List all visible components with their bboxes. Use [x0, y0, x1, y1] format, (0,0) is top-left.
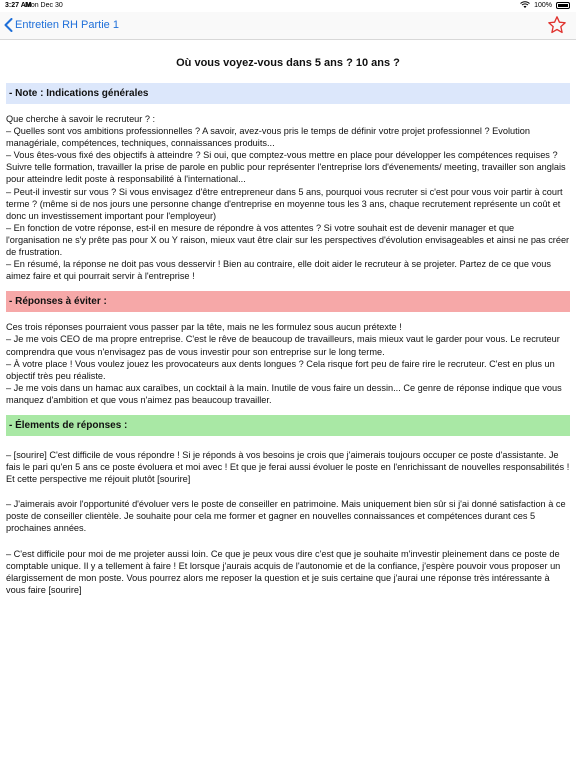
page-title: Où vous voyez-vous dans 5 ans ? 10 ans ? — [176, 57, 400, 69]
nav-bar — [0, 12, 576, 40]
content — [0, 57, 576, 596]
avoid-line: – À votre place ! Vous voulez jouez les provocateurs aux dents longues ? Cela risque fort peu de faire rire le recruteur. C'est en plus un objectif très peu réaliste. — [6, 358, 555, 381]
status-date: Mon Dec 30 — [25, 2, 63, 9]
elements-paragraph: – J'aimerais avoir l'opportunité d'évoluer vers le poste de conseiller en patrimoine. Mais uniquement bien sûr si j'ai donné satisfaction à ce poste de conseiller clientèle. Je souhaite pour cela me former et gagner en nouvelles connaissances et compétences durant ces 5 prochaines années. — [6, 499, 566, 534]
avoid-line: Ces trois réponses pourraient vous passer par la tête, mais ne les formulez sous aucun prétexte ! — [6, 322, 402, 333]
avoid-line: – Je me vois CEO de ma propre entreprise. C'est le rêve de beaucoup de travailleurs, mais mieux vaut le garder pour vous. Le recruteur comprendra que vous n'envisagez pas de vous investir pour son entreprise sur le long terme. — [6, 334, 560, 357]
battery-percent: 100% — [534, 1, 552, 9]
back-button-label: Entretien RH Partie 1 — [15, 19, 119, 31]
elements-paragraph: – C'est difficile pour moi de me projeter aussi loin. Ce que je peux vous dire c'est que je souhaite m'investir pleinement dans ce poste de comptable unique. Il y a tellement à faire ! Et lorsque j'aurais acquis de l'autonomie et de la confiance, j'espère pouvoir vous proposer un élargissement de mon poste. Vous pourrez alors me reposer la question et je suis certaine que j'aurai une réponse très intéressante à vous faire [sourire] — [6, 548, 561, 595]
note-line: – En fonction de votre réponse, est-il en mesure de répondre à vos attentes ? Si votre souhait est de devenir manager et que l'organisation ne s'y prête pas pour X ou Y raison, mieux vaut être clair sur les perspectives d'évolution envisageables et ainsi ne pas créer de frustration. — [6, 222, 570, 258]
back-button[interactable] — [4, 18, 119, 32]
note-line: Que cherche à savoir le recruteur ? : — [6, 114, 156, 124]
status-bar — [0, 0, 576, 12]
note-line: – En résumé, la réponse ne doit pas vous desservir ! Bien au contraire, elle doit aider le recruteur à se projeter. Partez de ce que vous aimez faire et qui pourrait servir à l'entreprise ! — [6, 259, 551, 282]
wifi-icon — [520, 1, 530, 9]
note-text — [6, 113, 570, 282]
status-right — [520, 1, 570, 9]
star-icon[interactable] — [547, 15, 567, 35]
section-header-avoid: - Réponses à éviter : — [6, 291, 570, 312]
elements-text — [6, 449, 570, 596]
battery-icon — [556, 2, 570, 9]
elements-paragraph: – [sourire] C'est difficile de vous répondre ! Si je réponds à vos besoins je crois que j'aimerais toujours occuper ce poste d'assistante. Je fais le pari qu'en 5 ans ce poste évoluera et moi avec ! Et que je ferai aussi évoluer le poste en l'enrichissant de nouvelles responsabilités ! Et cette perspective me réjouit plutôt [sourire] — [6, 449, 570, 485]
section-header-note: - Note : Indications générales — [6, 83, 570, 104]
note-line: – Quelles sont vos ambitions professionnelles ? A savoir, avez-vous pris le temps de définir votre projet professionnel ? Evolution managériale, compétences, techniques, connaissances produits... — [6, 126, 530, 149]
note-line: – Vous êtes-vous fixé des objectifs à atteindre ? Si oui, que comptez-vous mettre en place pour développer les compétences requises ? Suivre telle formation, travailler la prise de parole en public pour représenter l'entreprise lors d'évenements/ meeting, travailler son anglais pour atteindre ledit poste à responsabilité à l'international... — [6, 150, 566, 185]
note-line: – Peut-il investir sur vous ? Si vous envisagez d'être entrepreneur dans 5 ans, pourquoi vous recruter si c'est pour vous voir partir à court terme ? (même si de nos jours une personne change d'entreprise en moyenne tous les 3 ans, chaque recrutement représente un coût et donc un investissement important pour l'employeur) — [6, 186, 563, 221]
avoid-text — [6, 321, 570, 406]
section-header-elements: - Élements de réponses : — [6, 415, 570, 436]
chevron-left-icon — [4, 18, 13, 32]
avoid-line: – Je me vois dans un hamac aux caraïbes, un cocktail à la main. Inutile de vous faire un dessin... Ce genre de réponse indique que vous manquez d'ambition et que vous n'aimez pas beaucoup travailler. — [6, 382, 562, 405]
status-time: 3:27 AM — [5, 2, 32, 9]
